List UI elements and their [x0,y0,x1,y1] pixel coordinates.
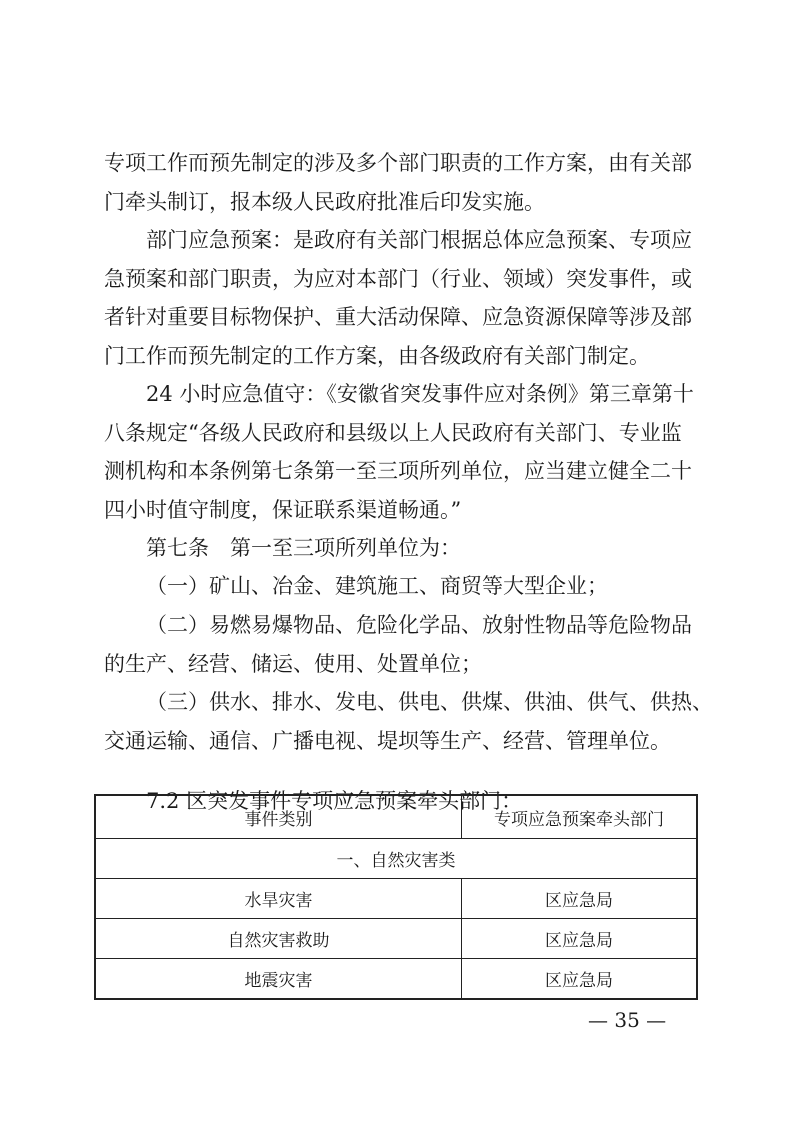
section-natural-disasters: 一、自然灾害类 [95,839,697,879]
text-line: 测机构和本条例第七条第一至三项所列单位，应当建立健全二十 [104,459,692,483]
table-row [95,879,697,919]
lead-department-cell: 区应急局 [462,879,698,919]
text-line: 专项工作而预先制定的涉及多个部门职责的工作方案，由有关部 [104,151,692,175]
event-category-cell: 地震灾害 [95,959,462,1000]
text-line: 第七条 第一至三项所列单位为： [146,536,461,560]
text-line: 者针对重要目标物保护、重大活动保障、应急资源保障等涉及部 [104,305,692,329]
text-line: 门牵头制订，报本级人民政府批准后印发实施。 [104,189,545,214]
text-line: 四小时值守制度，保证联系渠道畅通。” [104,497,462,522]
table-header-row [95,795,697,839]
text-line: 八条规定“各级人民政府和县级以上人民政府有关部门、专业监 [104,420,682,445]
list-item-three [104,683,713,760]
table-section-row [95,839,697,879]
table-row [95,959,697,1000]
text-line: （一）矿山、冶金、建筑施工、商贸等大型企业； [146,574,608,598]
paragraph-department-plan [104,221,696,375]
list-item-two [104,606,696,683]
text-line: 门工作而预先制定的工作方案，由各级政府有关部门制定。 [104,343,650,368]
event-category-cell: 水旱灾害 [95,879,462,919]
list-item-one [104,567,696,606]
text-line: 交通运输、通信、广播电视、堤坝等生产、经营、管理单位。 [104,728,671,753]
event-category-cell: 自然灾害救助 [95,919,462,959]
lead-department-cell: 区应急局 [462,959,698,1000]
table-caption: 7.2 区突发事件专项应急预案牵头部门： [146,789,523,813]
header-event-category: 事件类别 [95,795,462,839]
text-line: 24 小时应急值守：《安徽省突发事件应对条例》第三章第十 [146,382,694,406]
text-line: （二）易燃易爆物品、危险化学品、放射性物品等危险物品 [146,613,692,637]
lead-department-cell: 区应急局 [462,919,698,959]
header-lead-department: 专项应急预案牵头部门 [462,795,698,839]
paragraph-24h-duty [104,375,696,529]
table-row [95,919,697,959]
lead-department-table [94,794,698,1000]
text-line: 部门应急预案：是政府有关部门根据总体应急预案、专项应 [146,228,692,252]
text-line: 急预案和部门职责，为应对本部门（行业、领域）突发事件，或 [104,266,692,291]
paragraph-article-seven [104,529,696,568]
paragraph-continuation [104,144,696,221]
text-line: （三）供水、排水、发电、供电、供煤、供油、供气、供热、 [146,690,713,714]
text-line: 的生产、经营、储运、使用、处置单位； [104,651,482,676]
page-number: — 35 — [588,1008,667,1032]
